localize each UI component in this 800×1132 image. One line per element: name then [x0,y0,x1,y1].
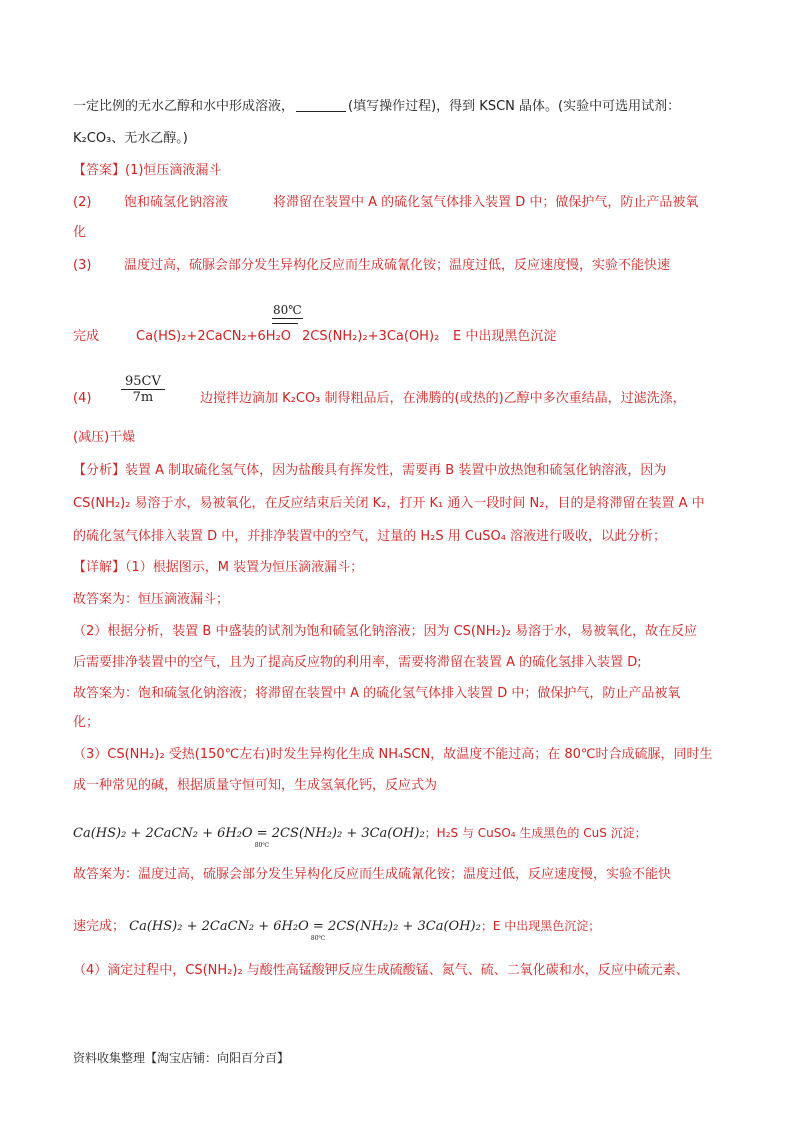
detail-text-1: （1）根据图示，M 装置为恒压滴液漏斗； [125,560,364,575]
question-line-2: K₂CO₃、无水乙醇。) [73,131,188,146]
answer-4-fraction [121,374,165,405]
detail-line-3a: （3）CS(NH₂)₂ 受热(150℃左右)时发生异构化生成 NH₄SCN，故温度不能过高；在 80℃时合成硫脲，同时生 [73,747,713,762]
answer-3-num: (3) [73,258,92,273]
equation-tail: ；H₂S 与 CuSO₄ 生成黑色的 CuS 沉淀； [424,826,647,840]
equation-2-condition: 80℃ [310,935,326,942]
answer-3-observation: E 中出现黑色沉淀 [453,329,557,344]
answer-4-part2: (减压)干燥 [73,430,136,445]
analysis-tag: 【分析】 [73,463,126,478]
detail-line-3c: 故答案为：温度过高，硫脲会部分发生异构化反应而生成硫氰化铵；温度过低，反应速度慢，实验不能快 [73,867,672,882]
equation-condition: 80℃ [254,842,270,849]
answer-2-part3: 化 [73,225,87,240]
answer-line-1 [73,161,221,181]
answer-3-condition-bar [272,323,298,324]
equation-line-1 [73,823,647,849]
fraction-numerator: 95CV [125,374,161,389]
analysis-line-1 [73,461,666,481]
answer-3-part1: 温度过高，硫脲会部分发生异构化反应而生成硫氰化铵；温度过低，反应速度慢，实验不能快速 [124,258,671,273]
fill-in-blank [296,97,346,112]
answer-1: (1)恒压滴液漏斗 [125,163,222,178]
question-text-after-blank: (填写操作过程)，得到 KSCN 晶体。(实验中可选用试剂： [348,99,681,114]
answer-3-condition: 80℃ [273,303,302,317]
detail-3d-tail: ；E 中出现黑色沉淀； [480,919,601,933]
fraction-denominator: 7m [132,390,154,405]
question-text-before-blank: 一定比例的无水乙醇和水中形成溶液， [73,99,295,114]
analysis-line-3: 的硫化氢气体排入装置 D 中，并排净装置中的空气，过量的 H₂S 用 CuSO₄ 溶液进行吸收，以此分析； [73,529,667,544]
equation-2-lhs: Ca(HS)₂ + 2CaCN₂ + 6H₂O [129,919,309,934]
answer-3-rhs: 2CS(NH₂)₂+3Ca(OH)₂ [302,329,440,344]
equation-sign: = 80℃ [257,824,268,844]
detail-line-2d: 化； [73,715,100,730]
equation-lhs: Ca(HS)₂ + 2CaCN₂ + 6H₂O [73,826,253,841]
detail-line-4a: （4）滴定过程中，CS(NH₂)₂ 与酸性高锰酸钾反应生成硫酸锰、氮气、硫、二氧化碳和水，反应中硫元素、 [73,963,689,978]
detail-line-3b: 成一种常见的碱，根据质量守恒可知，生成氢氧化钙，反应式为 [73,778,438,793]
detail-line-1b: 故答案为：恒压滴液漏斗； [73,592,230,607]
detail-3d-prefix: 速完成； [73,919,126,934]
equation-line-2 [73,916,601,942]
answer-4-num: (4) [73,391,92,406]
answer-tag: 【答案】 [73,163,126,178]
detail-line-2c: 故答案为：饱和硫氢化钠溶液；将滞留在装置中 A 的硫化氢气体排入装置 D 中；做保护气，防止产品被氧 [73,686,681,701]
detail-line-2b: 后需要排净装置中的空气，且为了提高反应物的利用率，需要将滞留在装置 A 的硫化氢排入装置 D; [73,655,642,670]
answer-4-part1: 边搅拌边滴加 K₂CO₃ 制得粗品后，在沸腾的(或热的)乙醇中多次重结晶，过滤洗涤， [200,391,686,406]
equation-2-rhs: 2CS(NH₂)₂ + 3Ca(OH)₂ [327,919,481,934]
answer-3-word: 完成 [73,329,100,344]
answer-2-part2: 将滞留在装置中 A 的硫化氢气体排入装置 D 中；做保护气，防止产品被氧 [273,195,699,210]
analysis-line-2: CS(NH₂)₂ 易溶于水，易被氧化，在反应结束后关闭 K₂，打开 K₁ 通入一段时间 N₂，目的是将滞留在装置 A 中 [73,496,705,511]
question-line-1 [73,97,680,117]
page-footer: 资料收集整理【淘宝店铺：向阳百分百】 [73,1051,290,1065]
equation-rhs: 2CS(NH₂)₂ + 3Ca(OH)₂ [271,826,425,841]
detail-line-2a: （2）根据分析，装置 B 中盛装的试剂为饱和硫氢化钠溶液；因为 CS(NH₂)₂ 易溶于水，易被氧化，故在反应 [73,624,698,639]
answer-2-part1: 饱和硫氢化钠溶液 [124,195,229,210]
analysis-text-1: 装置 A 制取硫化氢气体，因为盐酸具有挥发性，需要再 B 装置中放热饱和硫氢化钠溶液，因为 [125,463,667,478]
detail-tag: 【详解】 [73,560,126,575]
answer-3-lhs: Ca(HS)₂+2CaCN₂+6H₂O [136,329,292,344]
equation-2-sign: = 80℃ [313,917,324,937]
answer-2-num: (2) [73,195,92,210]
detail-line-1 [73,558,363,578]
